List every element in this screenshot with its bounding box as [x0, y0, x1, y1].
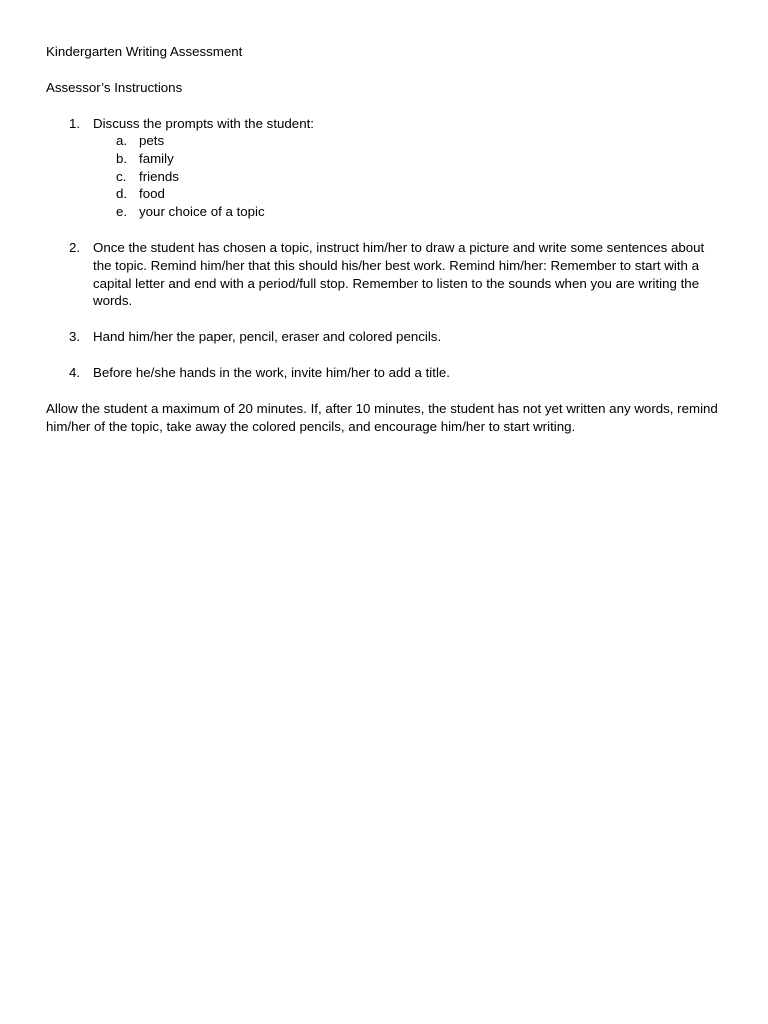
sub-list-letter: e.	[116, 204, 128, 220]
closing-paragraph: Allow the student a maximum of 20 minutes. If, after 10 minutes, the student has not yet written any words, remind him/her of the topic, take away the colored pencils, and encourage him/her to start writing.	[46, 401, 718, 434]
section-heading: Assessor’s Instructions	[46, 80, 183, 95]
list-item-text: Hand him/her the paper, pencil, eraser and colored pencils.	[93, 329, 442, 344]
list-number: 1.	[69, 116, 81, 131]
sub-list-letter: b.	[116, 150, 128, 166]
list-item-text: Before he/she hands in the work, invite him/her to add a title.	[93, 365, 451, 380]
sub-list-letter: d.	[116, 186, 128, 202]
list-number: 2.	[69, 240, 81, 255]
sub-list-text: food	[139, 186, 165, 202]
sub-list-text: pets	[139, 133, 165, 148]
sub-list-letter: c.	[116, 168, 127, 184]
sub-list-item	[46, 203, 726, 221]
list-item-text: Once the student has chosen a topic, instruct him/her to draw a picture and write some sentences about the topic. Remind him/her that this should his/her best work. Remind him/her: Remember to start with a capital letter and end with a period/full stop. Remember to listen to the sounds when you are writing the words.	[93, 240, 705, 309]
list-number: 3.	[69, 329, 81, 344]
sub-list-text: your choice of a topic	[139, 204, 265, 220]
sub-list-item	[46, 185, 726, 203]
list-item-text: Discuss the prompts with the student:	[93, 116, 314, 131]
list-number: 4.	[69, 365, 81, 380]
sub-list-item	[46, 168, 726, 186]
document-title: Kindergarten Writing Assessment	[46, 44, 243, 59]
prompt-sublist	[46, 132, 726, 221]
sub-list-text: family	[139, 150, 174, 166]
sub-list-item	[46, 132, 726, 150]
sub-list-letter: a.	[116, 133, 128, 148]
sub-list-text: friends	[139, 168, 179, 184]
sub-list-item	[46, 150, 726, 168]
